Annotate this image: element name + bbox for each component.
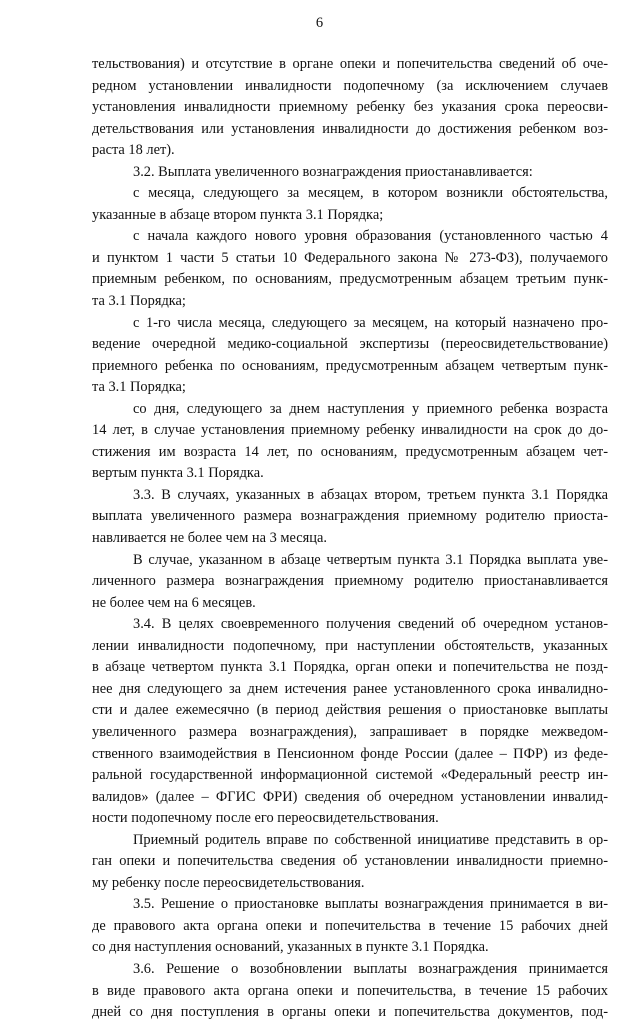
text-line: вертым пункта 3.1 Порядка. [92,465,264,482]
text-line: та 3.1 Порядка; [92,293,186,310]
text-line: ственного взаимодействия в Пенсионном фонде России (далее – ПФР) из феде- [92,745,608,762]
document-body [92,54,608,1024]
text-line: указанные в абзаце втором пункта 3.1 Порядка; [92,206,384,223]
text-line: редном установлении инвалидности подопечному (за исключением случаев [92,77,608,94]
text-line: личенного размера вознаграждения приемному родителю приостанавливается [92,573,608,590]
text-line: 14 лет, в случае установления приемному ребенку инвалидности на срок до до- [92,422,608,439]
text-line: 3.5. Решение о приостановке выплаты вознаграждения принимается в ви- [133,896,608,913]
text-line: та 3.1 Порядка; [92,379,186,396]
text-line: де правового акта органа опеки и попечительства в течение 15 рабочих дней [92,917,608,934]
text-line: с месяца, следующего за месяцем, в котором возникли обстоятельства, [133,185,608,202]
page-number: 6 [315,15,324,31]
text-line: 3.6. Решение о возобновлении выплаты вознаграждения принимается [133,960,608,977]
text-line: 3.2. Выплата увеличенного вознаграждения приостанавливается: [133,163,533,180]
text-line: ности подопечному после его переосвидетельствования. [92,810,439,827]
text-line: му ребенку после переосвидетельствования. [92,874,365,891]
text-line: ган опеки и попечительства сведения об установлении инвалидности приемно- [92,853,608,870]
text-line: 3.3. В случаях, указанных в абзацах втором, третьем пункта 3.1 Порядка [133,486,608,503]
text-line: с начала каждого нового уровня образования (установленного частью 4 [133,228,608,245]
text-line: выплата увеличенного размера вознаграждения приемному родителю приоста- [92,508,608,525]
text-line: дней со дня поступления в органы опеки и попечительства документов, под- [92,1004,608,1021]
text-line: со дня, следующего за днем наступления у приемного ребенка возраста [133,400,608,417]
text-line: ральной государственной информационной системой «Федеральный реестр ин- [92,767,608,784]
text-line: навливается не более чем на 3 месяца. [92,530,327,547]
text-line: сти и далее ежемесячно (в период действия решения о приостановке выплаты [92,702,608,719]
text-line: и пунктом 1 части 5 статьи 10 Федерального закона № 273-ФЗ), получаемого [92,249,608,266]
text-line: 3.4. В целях своевременного получения сведений об очередном установ- [133,616,608,633]
text-line: лении инвалидности подопечному, при наступлении обстоятельств, указанных [92,637,608,654]
text-line: В случае, указанном в абзаце четвертым пункта 3.1 Порядка выплата уве- [133,551,608,568]
text-line: увеличенного размера вознаграждения), запрашивает в порядке межведом- [92,723,608,740]
text-line: не более чем на 6 месяцев. [92,594,256,611]
text-line: раста 18 лет). [92,142,175,159]
text-line: приемного ребенка по основаниям, предусмотренным абзацем четвертым пунк- [92,357,608,374]
text-line: установления инвалидности приемному ребенку без указания срока переосви- [92,99,608,116]
text-line: ведение очередной медико-социальной экспертизы (переосвидетельствование) [92,336,608,353]
text-line: валидов» (далее – ФГИС ФРИ) сведения об очередном установлении инвалид- [92,788,608,805]
text-line: приемным ребенком, по основаниям, предусмотренным абзацем третьим пунк- [92,271,608,288]
text-line: с 1-го числа месяца, следующего за месяцем, на который назначено про- [133,314,608,331]
text-line: в абзаце четвертом пункта 3.1 Порядка, орган опеки и попечительства не позд- [92,659,608,676]
text-line: стижения им возраста 14 лет, по основаниям, предусмотренным абзацем чет- [92,443,608,460]
text-line: тельствования) и отсутствие в органе опеки и попечительства сведений об оче- [92,56,608,72]
text-line: со дня наступления оснований, указанных в пункте 3.1 Порядка. [92,939,489,956]
text-line: Приемный родитель вправе по собственной инициативе представить в ор- [133,831,608,848]
text-line: детельствования или установления инвалидности до достижения ребенком воз- [92,120,608,137]
text-line: в виде правового акта органа опеки и попечительства, в течение 15 рабочих [92,982,608,999]
text-line: нее дня следующего за днем истечения ранее установленного срока инвалидно- [92,680,608,697]
